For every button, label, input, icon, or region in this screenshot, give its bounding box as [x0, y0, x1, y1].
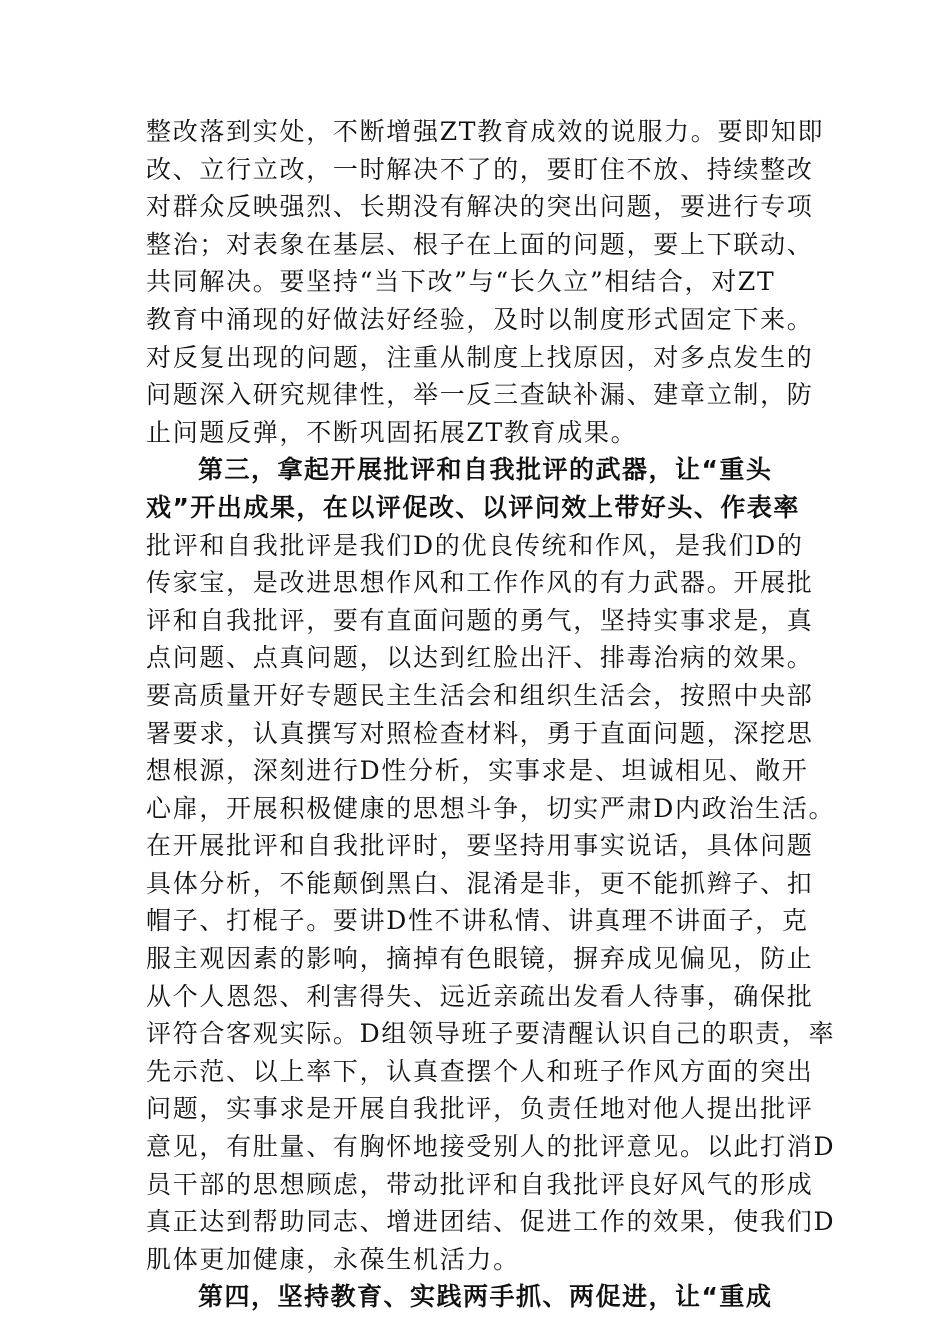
body-line: 肌体更加健康，永葆生机活力。: [146, 1244, 520, 1274]
body-line: 对群众反映强烈、长期没有解决的突出问题，要进行专项: [146, 192, 814, 222]
body-line: 整治；对表象在基层、根子在上面的问题，要上下联动、: [146, 229, 814, 259]
body-line: 具体分析，不能颠倒黑白、混淆是非，更不能抓辫子、扣: [146, 868, 814, 898]
body-line: 评和自我批评，要有直面问题的勇气，坚持实事求是，真: [146, 605, 814, 635]
body-line: 服主观因素的影响，摘掉有色眼镜，摒弃成见偏见，防止: [146, 944, 814, 974]
body-line: 批评和自我批评是我们D的优良传统和作风，是我们D的: [146, 530, 804, 560]
section-heading-line: 第三，拿起开展批评和自我批评的武器，让“重头: [198, 455, 773, 485]
body-line: 从个人恩怨、利害得失、远近亲疏出发看人待事，确保批: [146, 981, 814, 1011]
body-line: 想根源，深刻进行D性分析，实事求是、坦诚相见、敞开: [146, 756, 809, 786]
body-line: 评符合客观实际。D组领导班子要清醒认识自己的职责，率: [146, 1019, 836, 1049]
body-line: 传家宝，是改进思想作风和工作作风的有力武器。开展批: [146, 568, 814, 598]
section-heading-line: 戏”开出成果，在以评促改、以评问效上带好头、作表率: [146, 492, 800, 522]
document-body: [146, 113, 836, 1316]
body-line: 员干部的思想顾虑，带动批评和自我批评良好风气的形成: [146, 1169, 814, 1199]
body-line: 帽子、打棍子。要讲D性不讲私情、讲真理不讲面子，克: [146, 906, 809, 936]
body-line: 心扉，开展积极健康的思想斗争，切实严肃D内政治生活。: [146, 793, 836, 823]
body-line: 要高质量开好专题民主生活会和组织生活会，按照中央部: [146, 680, 814, 710]
body-line: 整改落到实处，不断增强ZT教育成效的说服力。要即知即: [146, 117, 825, 146]
section-heading-line: 第四，坚持教育、实践两手抓、两促进，让“重成: [198, 1282, 773, 1312]
body-line: 问题，实事求是开展自我批评，负责任地对他人提出批评: [146, 1094, 814, 1124]
body-line: 止问题反弹，不断巩固拓展ZT教育成果。: [146, 417, 638, 447]
body-line: 共同解决。要坚持“当下改”与“长久立”相结合，对ZT: [146, 267, 776, 297]
body-line: 署要求，认真撰写对照检查材料，勇于直面问题，深挖思: [146, 718, 814, 748]
body-line: 真正达到帮助同志、增进团结、促进工作的效果，使我们D: [146, 1207, 836, 1237]
body-line: 意见，有肚量、有胸怀地接受别人的批评意见。以此打消D: [146, 1132, 836, 1162]
body-line: 教育中涌现的好做法好经验，及时以制度形式固定下来。: [146, 304, 814, 334]
body-line: 对反复出现的问题，注重从制度上找原因，对多点发生的: [146, 342, 814, 372]
body-line: 点问题、点真问题，以达到红脸出汗、排毒治病的效果。: [146, 643, 814, 673]
body-line: 改、立行立改，一时解决不了的，要盯住不放、持续整改: [146, 154, 814, 184]
body-line: 在开展批评和自我批评时，要坚持用事实说话，具体问题: [146, 831, 814, 861]
body-line: 先示范、以上率下，认真查摆个人和班子作风方面的突出: [146, 1056, 814, 1086]
body-line: 问题深入研究规律性，举一反三查缺补漏、建章立制，防: [146, 380, 814, 410]
